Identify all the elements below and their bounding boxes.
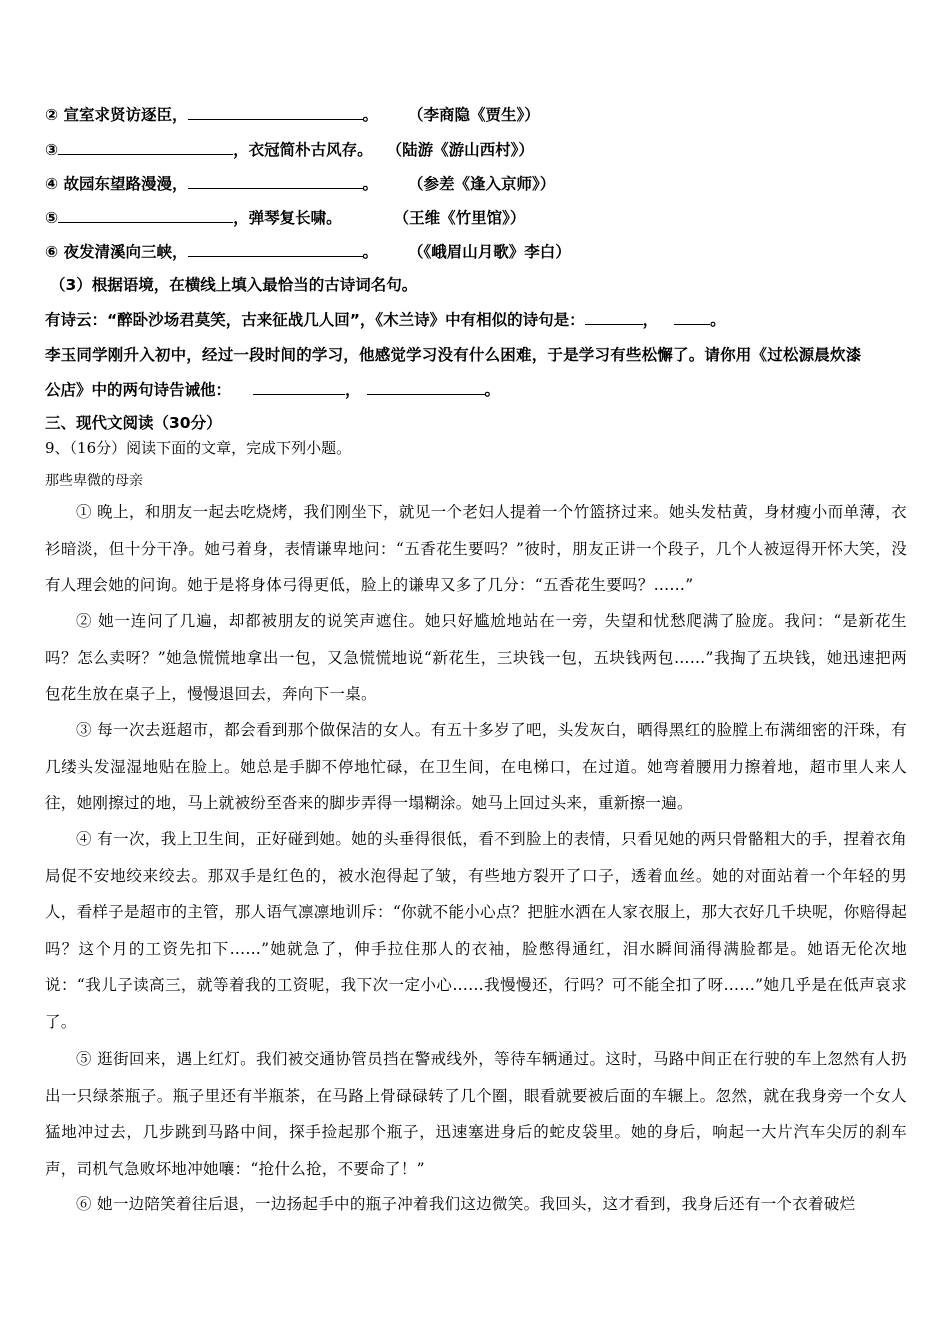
q3-line-2: 李玉同学刚升入初中，经过一段时间的学习，他感觉学习没有什么困难，于是学习有些松懈了。请你用《过松源晨炊漆: [45, 346, 862, 364]
answer-blank[interactable]: [585, 310, 643, 325]
q3-line-1: 有诗云：“醉卧沙场君莫笑，古来征战几人回”，《木兰诗》中有相似的诗句是： ， 。: [45, 311, 726, 329]
q3-heading: （3）根据语境，在横线上填入最恰当的古诗词名句。: [50, 276, 418, 294]
fill-in-line-3: ③ ，衣冠简朴古风存。 （陆游《游山西村》）: [45, 141, 534, 159]
answer-blank[interactable]: [188, 242, 363, 257]
fill-in-line-2: ② 宣室求贤访逐臣， 。 （李商隐《贾生》）: [45, 106, 540, 124]
article-paragraph-5: ⑤ 逛街回来，遇上红灯。我们被交通协管员挡在警戒线外，等待车辆通过。这时，马路中间正在行驶的车上忽然有人扔出一只绿茶瓶子。瓶子里还有半瓶茶，在马路上骨碌碌转了几个圈，眼看就要被后面的车辗上。忽然，就在我身旁一个女人猛地冲过去，几步跳到马路中间，探手捡起那个瓶子，迅速塞进身后的蛇皮袋里。她的身后，响起一大片汽车尖厉的刹车声，司机气急败坏地冲她嚷：“抢什么抢，不要命了！”: [45, 1050, 907, 1178]
fill-in-line-4: ④ 故园东望路漫漫， 。 （参差《逢入京师》）: [45, 175, 556, 193]
answer-blank[interactable]: [367, 380, 485, 395]
article-title: 那些卑微的母亲: [45, 473, 143, 489]
q3-line-3: 公店》中的两句诗告诫他： ， 。: [45, 381, 501, 399]
article-paragraph-6: ⑥ 她一边陪笑着往后退，一边扬起手中的瓶子冲着我们这边微笑。我回头，这才看到，我身后还有一个衣着破烂: [76, 1195, 856, 1213]
answer-blank[interactable]: [253, 380, 345, 395]
article-paragraph-1: ① 晚上，和朋友一起去吃烧烤，我们刚坐下，就见一个老妇人提着一个竹篮挤过来。她头发枯黄，身材瘦小而单薄，衣衫暗淡，但十分干净。她弓着身，表情谦卑地问：“五香花生要吗？”彼时，朋友正讲一个段子，几个人被逗得开怀大笑，没有人理会她的问询。她于是将身体弓得更低，脸上的谦卑又多了几分：“五香花生要吗？……”: [45, 503, 907, 595]
question-intro: 9、（16分）阅读下面的文章，完成下列小题。: [45, 439, 352, 457]
fill-in-line-6: ⑥ 夜发清溪向三峡， 。 （《峨眉山月歌》李白）: [45, 243, 571, 261]
article-paragraph-2: ② 她一连问了几遍，却都被朋友的说笑声遮住。她只好尴尬地站在一旁，失望和忧愁爬满了脸庞。我问：“是新花生吗？怎么卖呀？”她急慌慌地拿出一包，又急慌慌地说“新花生，三块钱一包，五块钱两包……”我掏了五块钱，她迅速把两包花生放在桌子上，慢慢退回去，奔向下一桌。: [45, 612, 907, 704]
answer-blank[interactable]: [188, 174, 363, 189]
answer-blank[interactable]: [58, 140, 233, 155]
article-paragraph-4: ④ 有一次，我上卫生间，正好碰到她。她的头垂得很低，看不到脸上的表情，只看见她的两只骨骼粗大的手，捏着衣角局促不安地绞来绞去。那双手是红色的，被水泡得起了皱，有些地方裂开了口子，透着血丝。她的对面站着一个年轻的男人，看样子是超市的主管，那人语气凛凛地训斥：“你就不能小心点？把脏水洒在人家衣服上，那大衣好几千块呢，你赔得起吗？这个月的工资先扣下……”她就急了，伸手拉住那人的衣袖，脸憋得通红，泪水瞬间涌得满脸都是。她语无伦次地说：“我儿子读高三，就等着我的工资呢，我下次一定小心……我慢慢还，行吗？可不能全扣了呀……”她几乎是在低声哀求了。: [45, 830, 907, 1031]
answer-blank[interactable]: [674, 310, 710, 325]
answer-blank[interactable]: [58, 208, 233, 223]
fill-in-line-5: ⑤ ，弹琴复长啸。 （王维《竹里馆》）: [45, 209, 526, 227]
article-paragraph-3: ③ 每一次去逛超市，都会看到那个做保洁的女人。有五十多岁了吧，头发灰白，晒得黑红的脸膛上布满细密的汗珠，有几缕头发湿湿地贴在脸上。她总是手脚不停地忙碌，在卫生间，在电梯口，在过道。她弯着腰用力擦着地，超市里人来人往，她刚擦过的地，马上就被纷至沓来的脚步弄得一塌糊涂。她马上回过头来，重新擦一遍。: [45, 721, 907, 813]
answer-blank[interactable]: [188, 105, 363, 120]
section-title: 三、现代文阅读（30分）: [45, 414, 222, 432]
